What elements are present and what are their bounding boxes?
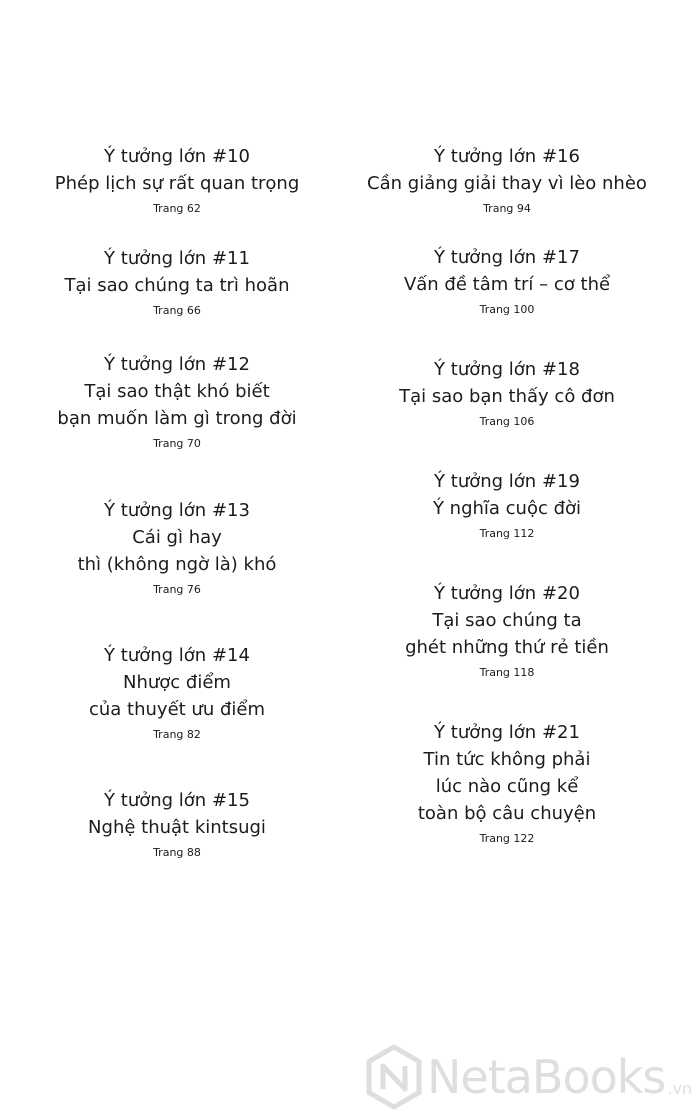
entry-title-line: Cần giảng giải thay vì lèo nhèo <box>367 173 647 194</box>
toc-entry-21 <box>337 719 677 847</box>
watermark-domain-suffix: .vn <box>667 1078 693 1098</box>
entry-title-line: Cái gì hay <box>132 527 222 548</box>
toc-entry-12 <box>7 351 347 452</box>
toc-entry-13 <box>7 497 347 598</box>
entry-heading: Ý tưởng lớn #15 <box>104 790 250 811</box>
entry-page-number: Trang 94 <box>483 202 531 215</box>
entry-title-line: Phép lịch sự rất quan trọng <box>54 173 300 194</box>
toc-entry-17 <box>337 244 677 318</box>
entry-page-number: Trang 88 <box>153 846 201 859</box>
entry-title-line: toàn bộ câu chuyện <box>417 803 597 824</box>
entry-page-number: Trang 82 <box>153 728 201 741</box>
entry-page-number: Trang 106 <box>479 415 535 428</box>
entry-page-number: Trang 112 <box>479 527 535 540</box>
entry-title-line: bạn muốn làm gì trong đời <box>57 408 297 429</box>
entry-title-line: Nghệ thuật kintsugi <box>88 817 266 838</box>
entry-title-line: lúc nào cũng kể <box>435 776 579 797</box>
watermark <box>365 1042 695 1112</box>
entry-page-number: Trang 100 <box>479 303 535 316</box>
entry-title-line: Vấn đề tâm trí – cơ thể <box>403 274 611 295</box>
entry-heading: Ý tưởng lớn #10 <box>104 146 250 167</box>
entry-page-number: Trang 118 <box>479 666 535 679</box>
entry-title-line: Tại sao chúng ta <box>432 610 582 631</box>
entry-heading: Ý tưởng lớn #11 <box>104 248 250 269</box>
entry-title-line: của thuyết ưu điểm <box>88 699 265 720</box>
entry-title-line: Tại sao thật khó biết <box>84 381 270 402</box>
entry-heading: Ý tưởng lớn #21 <box>434 722 580 743</box>
entry-title-line: Tin tức không phải <box>423 749 591 770</box>
entry-heading: Ý tưởng lớn #17 <box>434 247 580 268</box>
entry-heading: Ý tưởng lớn #13 <box>104 500 250 521</box>
netabooks-logo-icon <box>365 1044 423 1110</box>
toc-entry-11 <box>7 245 347 319</box>
entry-heading: Ý tưởng lớn #12 <box>104 354 250 375</box>
toc-entry-19 <box>337 468 677 542</box>
entry-title-line: Tại sao bạn thấy cô đơn <box>399 386 615 407</box>
watermark-brand: NetaBooks <box>427 1050 666 1104</box>
toc-entry-14 <box>7 642 347 743</box>
entry-heading: Ý tưởng lớn #19 <box>434 471 580 492</box>
entry-page-number: Trang 62 <box>153 202 201 215</box>
entry-title-line: Ý nghĩa cuộc đời <box>432 498 582 519</box>
entry-heading: Ý tưởng lớn #16 <box>434 146 580 167</box>
toc-entry-16 <box>337 143 677 217</box>
entry-title-line: thì (không ngờ là) khó <box>77 554 277 575</box>
toc-entry-15 <box>7 787 347 861</box>
entry-title-line: ghét những thứ rẻ tiền <box>405 637 609 658</box>
entry-page-number: Trang 122 <box>479 832 535 845</box>
entry-page-number: Trang 66 <box>153 304 201 317</box>
entry-heading: Ý tưởng lớn #20 <box>434 583 580 604</box>
toc-entry-20 <box>337 580 677 681</box>
toc-entry-10 <box>7 143 347 217</box>
entry-heading: Ý tưởng lớn #18 <box>434 359 580 380</box>
entry-page-number: Trang 70 <box>153 437 201 450</box>
entry-page-number: Trang 76 <box>153 583 201 596</box>
entry-heading: Ý tưởng lớn #14 <box>104 645 250 666</box>
entry-title-line: Tại sao chúng ta trì hoãn <box>64 275 290 296</box>
entry-title-line: Nhược điểm <box>123 672 231 693</box>
toc-entry-18 <box>337 356 677 430</box>
